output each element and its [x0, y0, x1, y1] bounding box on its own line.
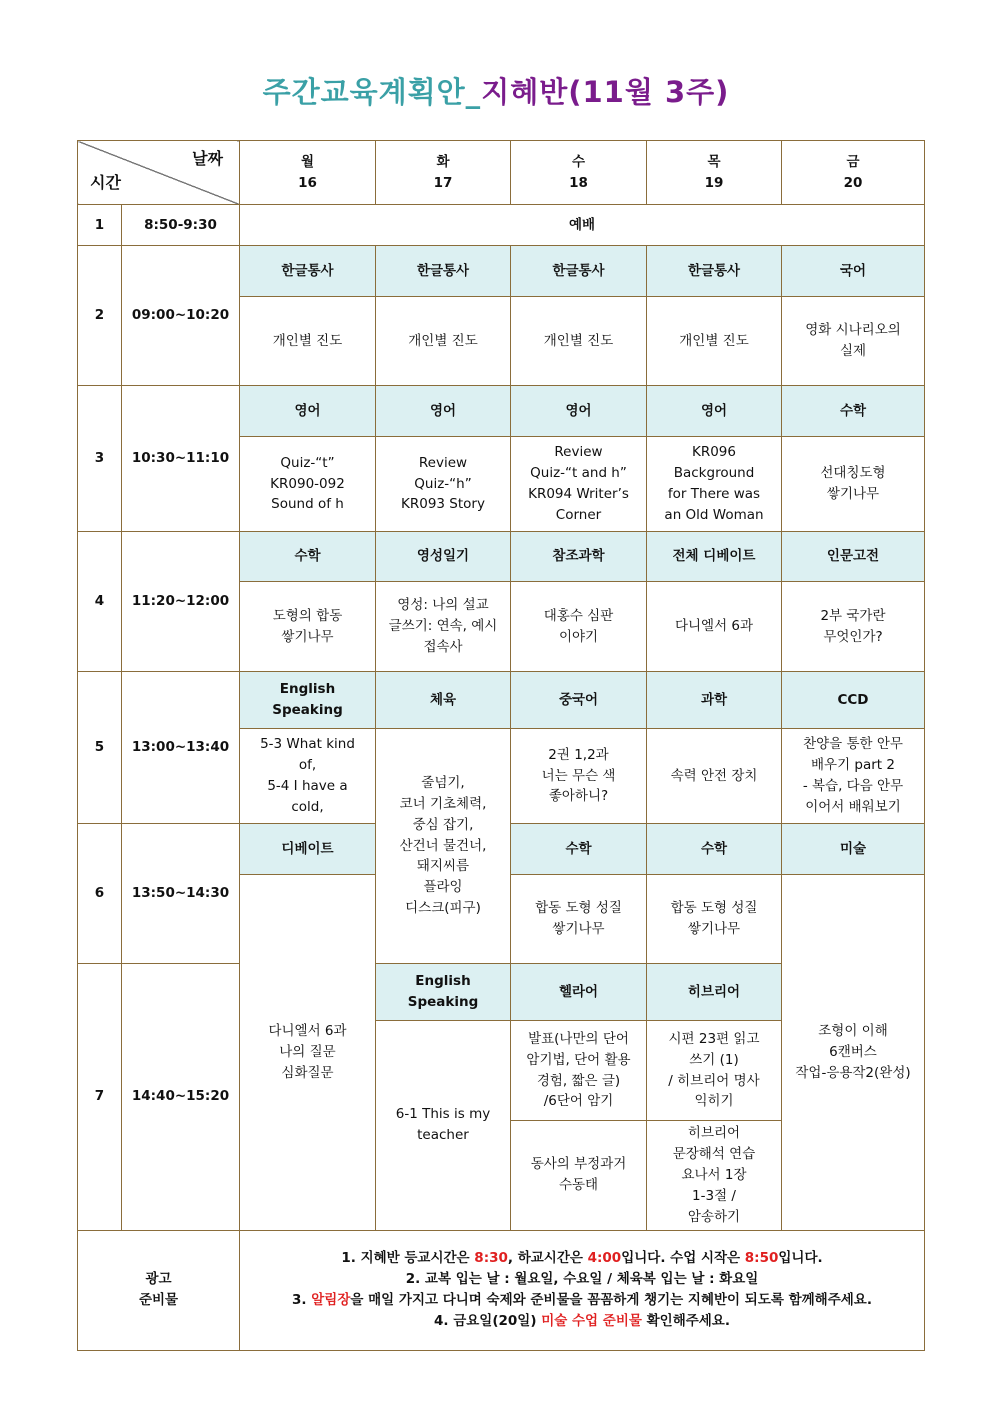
subject-cell: 인문고전 — [782, 532, 925, 582]
content-line: 발표(나만의 단어 — [528, 1030, 629, 1047]
content-line: 속력 안전 장치 — [670, 767, 758, 784]
content-line: cold, — [291, 798, 324, 815]
content-line: /6단어 암기 — [543, 1093, 614, 1110]
content-line: 작업-응용작2(완성) — [795, 1064, 911, 1081]
period-number: 7 — [78, 964, 122, 1231]
content-line: Background — [673, 465, 755, 482]
content-line: KR090-092 — [270, 475, 345, 492]
content-line: / 히브리어 명사 — [668, 1072, 760, 1089]
subject-cell: 수학 — [647, 824, 782, 875]
content-line: Review — [418, 454, 468, 471]
content-cell — [376, 1021, 511, 1231]
period-time: 10:30~11:10 — [122, 386, 240, 532]
subject-cell: 영어 — [647, 386, 782, 437]
header-row — [78, 141, 925, 205]
content-cell — [376, 437, 511, 532]
content-line: 줄넘기, — [421, 774, 465, 791]
period-time: 14:40~15:20 — [122, 964, 240, 1231]
content-line: for There was — [667, 486, 761, 502]
content-line: 히브리어 — [687, 1125, 741, 1141]
worship-cell: 예배 — [240, 205, 925, 246]
content-cell — [647, 729, 782, 824]
subject-cell: 영성일기 — [376, 532, 511, 582]
content-line: 디스크(피구) — [405, 900, 481, 917]
period-number: 2 — [78, 246, 122, 386]
content-line: teacher — [417, 1127, 469, 1144]
content-cell — [782, 875, 925, 1231]
date-label: 날짜 — [192, 149, 223, 168]
subject-cell: 영어 — [376, 386, 511, 437]
subject-cell: 영어 — [511, 386, 647, 437]
content-cell — [511, 582, 647, 672]
content-line: 쓰기 (1) — [689, 1051, 739, 1068]
content-line: 합동 도형 성질 — [535, 900, 622, 917]
content-line: 영화 시나리오의 — [805, 322, 901, 339]
content-line: 문장해석 연습 — [672, 1145, 756, 1162]
content-line: 5-3 What kind — [260, 736, 355, 753]
content-cell — [647, 875, 782, 964]
content-line: 암송하기 — [687, 1208, 741, 1225]
content-line: 수동태 — [558, 1177, 599, 1194]
content-cell — [376, 297, 511, 386]
subject-cell: 참조과학 — [511, 532, 647, 582]
subject-cell: 체육 — [376, 672, 511, 729]
page-title: 주간교육계획안_지혜반(11월 3주) — [262, 75, 730, 109]
content-cell — [511, 875, 647, 964]
content-line: 선대칭도형 — [820, 465, 886, 482]
content-cell — [647, 1121, 782, 1231]
content-line: 쌓기나무 — [281, 628, 334, 645]
period-time: 13:00~13:40 — [122, 672, 240, 824]
notice-2: 2. 교복 입는 날 : 월요일, 수요일 / 체육복 입는 날 : 화요일 — [405, 1271, 759, 1288]
content-line: 접속사 — [423, 638, 463, 655]
content-line: 익히기 — [694, 1093, 734, 1110]
subject-cell: CCD — [782, 672, 925, 729]
notice-4: 4. 금요일(20일) 미술 수업 준비물 확인해주세요. — [434, 1313, 730, 1330]
period-number: 6 — [78, 824, 122, 964]
period-time: 09:00~10:20 — [122, 246, 240, 386]
content-line: 개인별 진도 — [679, 332, 749, 349]
content-line: 2부 국가란 — [820, 607, 886, 624]
content-cell — [240, 729, 376, 824]
period-number: 3 — [78, 386, 122, 532]
content-line: Quiz-“h” — [414, 475, 472, 492]
subject-cell: 히브리어 — [647, 964, 782, 1021]
period-1-row — [78, 205, 925, 246]
content-cell — [511, 729, 647, 824]
notes-label: 광고 준비물 — [78, 1230, 240, 1350]
day-mon: 월 16 — [240, 141, 376, 205]
content-line: 너는 무슨 색 — [541, 767, 616, 784]
content-line: 6-1 This is my — [395, 1106, 491, 1123]
subject-cell: 미술 — [782, 824, 925, 875]
subject-cell: 과학 — [647, 672, 782, 729]
schedule-table — [77, 140, 925, 1351]
content-line: 무엇인가? — [823, 628, 883, 645]
content-line: 돼지씨름 — [416, 858, 470, 875]
content-cell — [511, 437, 647, 532]
content-line: Sound of h — [271, 496, 344, 513]
content-cell — [240, 582, 376, 672]
content-line: KR096 — [691, 444, 736, 461]
notice-3: 3. 알림장을 매일 가지고 다니며 숙제와 준비물을 꼼꼼하게 챙기는 지혜반이 되도록 함께해주세요. — [292, 1292, 872, 1309]
time-label: 시간 — [90, 173, 121, 193]
content-line: 중심 잡기, — [412, 816, 474, 833]
content-line: 나의 질문 — [279, 1043, 336, 1060]
subject-cell: 한글통사 — [376, 246, 511, 297]
subject-cell: 중국어 — [511, 672, 647, 729]
content-line: 도형의 합동 — [272, 607, 343, 624]
content-line: 이어서 배워보기 — [805, 798, 901, 815]
content-line: Review — [554, 444, 603, 461]
content-line: 글쓰기: 연속, 예시 — [388, 618, 498, 635]
content-cell — [782, 297, 925, 386]
subject-cell: 한글통사 — [240, 246, 376, 297]
content-line: 다니엘서 6과 — [674, 618, 754, 635]
content-line: Quiz-“t and h” — [530, 465, 627, 482]
period-time: 8:50-9:30 — [122, 205, 240, 246]
content-line: 동사의 부정과거 — [530, 1156, 627, 1173]
content-line: 5-4 I have a — [267, 778, 348, 794]
header-corner — [78, 141, 240, 205]
content-cell — [647, 1021, 782, 1121]
content-line: 암기법, 단어 활용 — [526, 1051, 631, 1068]
period-number: 5 — [78, 672, 122, 824]
subject-cell: 한글통사 — [647, 246, 782, 297]
subject-cell: English Speaking — [240, 672, 376, 729]
content-cell — [376, 729, 511, 964]
subject-cell: 영어 — [240, 386, 376, 437]
content-line: KR094 Writer’s — [528, 486, 629, 502]
content-line: 심화질문 — [281, 1064, 334, 1081]
period-number: 1 — [78, 205, 122, 246]
content-line: 요나서 1장 — [681, 1166, 747, 1183]
content-cell — [511, 1021, 647, 1121]
subject-cell: 수학 — [240, 532, 376, 582]
content-line: Quiz-“t” — [280, 454, 335, 471]
content-cell — [240, 297, 376, 386]
content-line: an Old Woman — [664, 506, 764, 523]
period-number: 4 — [78, 532, 122, 672]
content-cell — [240, 875, 376, 1231]
content-line: of, — [298, 757, 317, 774]
subject-cell: 수학 — [782, 386, 925, 437]
content-line: 조형이 이해 — [818, 1022, 888, 1039]
content-cell — [647, 297, 782, 386]
content-line: 플라잉 — [423, 879, 463, 896]
day-fri: 금 20 — [782, 141, 925, 205]
notice-1: 1. 지혜반 등교시간은 8:30, 하교시간은 4:00입니다. 수업 시작은 8:50입니다. — [341, 1250, 823, 1267]
subject-cell: 헬라어 — [511, 964, 647, 1021]
content-line: 경험, 짧은 글) — [536, 1072, 621, 1089]
day-wed: 수 18 — [511, 141, 647, 205]
content-cell — [376, 582, 511, 672]
content-line: 다니엘서 6과 — [268, 1022, 347, 1039]
subject-cell: 한글통사 — [511, 246, 647, 297]
period-time: 13:50~14:30 — [122, 824, 240, 964]
content-cell — [782, 437, 925, 532]
content-line: 배우기 part 2 — [811, 757, 895, 774]
content-cell — [511, 1121, 647, 1231]
content-cell — [782, 582, 925, 672]
content-line: 쌓기나무 — [552, 921, 605, 937]
content-line: 시편 23편 읽고 — [668, 1030, 760, 1047]
notes-row — [78, 1230, 925, 1350]
subject-cell: 수학 — [511, 824, 647, 875]
subject-cell: English Speaking — [376, 964, 511, 1021]
content-line: 쌓기나무 — [687, 921, 741, 937]
content-line: Corner — [555, 506, 602, 523]
content-cell — [782, 729, 925, 824]
content-line: 좋아하니? — [548, 788, 609, 805]
content-line: KR093 Story — [401, 496, 485, 513]
content-line: 1-3절 / — [692, 1187, 736, 1204]
content-cell — [647, 582, 782, 672]
content-line: 쌓기나무 — [826, 486, 880, 502]
content-line: 코너 기초체력, — [399, 795, 487, 812]
content-cell — [647, 437, 782, 532]
content-cell — [240, 437, 376, 532]
content-line: 개인별 진도 — [543, 332, 614, 349]
day-thu: 목 19 — [647, 141, 782, 205]
content-line: 개인별 진도 — [272, 332, 343, 349]
content-line: 영성: 나의 설교 — [397, 597, 489, 614]
content-line: 개인별 진도 — [408, 332, 478, 349]
content-cell — [511, 297, 647, 386]
day-tue: 화 17 — [376, 141, 511, 205]
content-line: 합동 도형 성질 — [670, 900, 758, 917]
content-line: - 복습, 다음 안무 — [802, 778, 904, 794]
subject-cell: 국어 — [782, 246, 925, 297]
content-line: 이야기 — [558, 628, 599, 645]
subject-cell: 전체 디베이트 — [647, 532, 782, 582]
content-line: 실제 — [839, 343, 867, 359]
content-line: 6캔버스 — [829, 1043, 877, 1060]
content-line: 찬양을 통한 안무 — [803, 736, 903, 753]
notes-content — [240, 1230, 925, 1350]
content-line: 산건너 물건너, — [399, 837, 487, 854]
period-time: 11:20~12:00 — [122, 532, 240, 672]
content-line: 2권 1,2과 — [548, 746, 609, 763]
subject-cell: 디베이트 — [240, 824, 376, 875]
content-line: 대홍수 심판 — [543, 607, 614, 624]
